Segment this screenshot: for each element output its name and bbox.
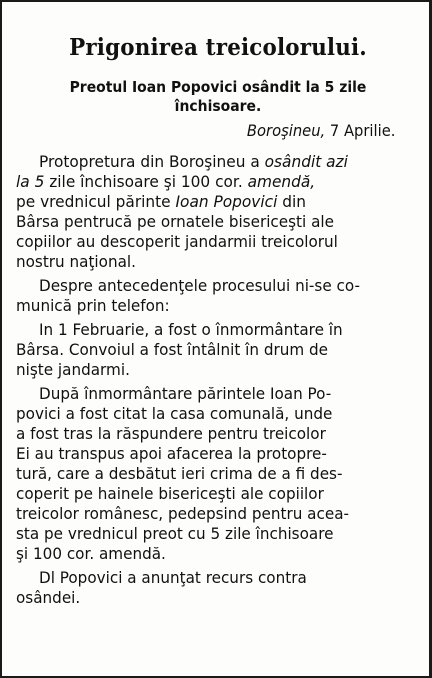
body-line: Bârsa pentrucă pe ornatele bisericeşti ale — [16, 212, 334, 231]
body-line: Ei au transpus apoi afacerea la protopre- — [16, 444, 327, 463]
subheadline — [36, 78, 400, 116]
body-line: a fost tras la răspundere pentru treicolor — [16, 424, 326, 443]
dateline-date: 7 Aprilie. — [329, 121, 395, 140]
body-line: In 1 Februarie, a fost o înmormântare în — [39, 320, 343, 339]
dateline — [246, 121, 395, 140]
body-line: nişte jandarmi. — [16, 360, 130, 379]
headline: Prigonirea treicolorului. — [69, 34, 367, 61]
body-line: Bârsa. Convoiul a fost întâlnit în drum de — [16, 340, 329, 359]
subheadline-line-1: Preotul Ioan Popovici osândit la 5 zile — [69, 78, 367, 96]
body-line: copiilor au descoperit jandarmii treicolorul — [16, 232, 338, 251]
body-line: treicolor românesc, pedepsind pentru acea- — [16, 504, 350, 523]
body-line: Protopretura din Boroşineu a osândit azi — [39, 152, 348, 171]
body-line: şi 100 cor. amendă. — [16, 544, 166, 563]
body-line: povici a fost citat la casa comunală, unde — [16, 404, 333, 423]
body-line: munică prin telefon: — [16, 296, 170, 315]
body-line: Despre antecedenţele procesului ni-se co- — [39, 276, 360, 295]
body-line: osândei. — [16, 588, 81, 607]
body-line: tură, care a desbătut ieri crima de a fi des- — [16, 464, 343, 483]
body-line: pe vrednicul părinte Ioan Popovici din — [16, 192, 306, 211]
body-line: Dl Popovici a anunţat recurs contra — [39, 568, 307, 587]
dateline-place: Boroşineu, — [246, 121, 325, 140]
body-line: După înmormântare părintele Ioan Po- — [39, 384, 332, 403]
body-line: la 5 zile închisoare şi 100 cor. amendă, — [16, 172, 316, 191]
subheadline-line-2: închisoare. — [174, 97, 262, 115]
body-line: nostru naţional. — [16, 252, 136, 271]
body-line: coperit pe hainele bisericeşti ale copiilor — [16, 484, 324, 503]
body-line: sta pe vrednicul preot cu 5 zile închisoare — [16, 524, 334, 543]
